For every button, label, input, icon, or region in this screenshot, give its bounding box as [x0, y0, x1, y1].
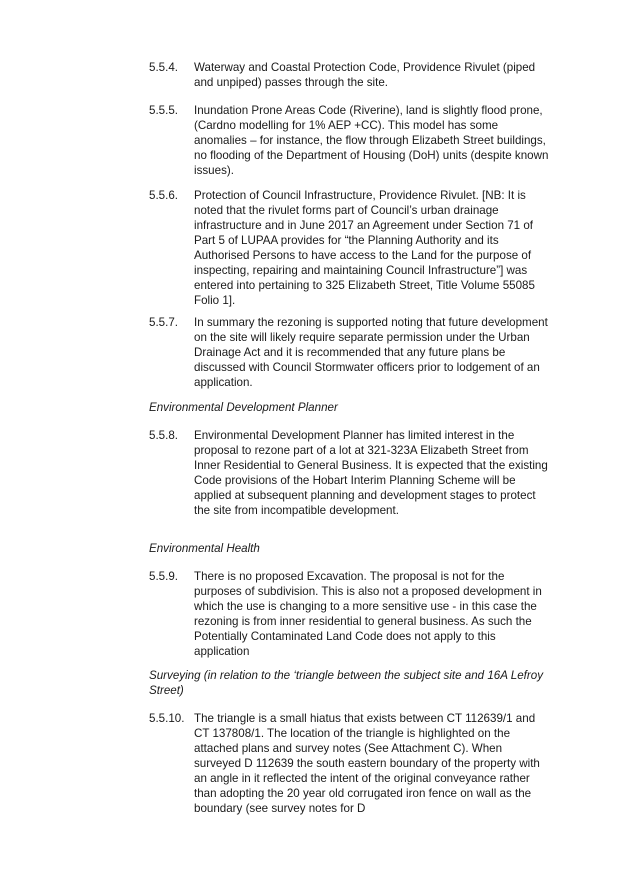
- paragraph-text: Inundation Prone Areas Code (Riverine), land is slightly flood prone, (Cardno modelling for 1% AEP +CC). This model has some anomalies – for instance, the flow through Elizabeth Street buildings, no flooding of the Department of Housing (DoH) units (despite known issues).: [194, 104, 549, 177]
- paragraph-number: 5.5.10.: [149, 712, 185, 725]
- paragraph-text: The triangle is a small hiatus that exists between CT 112639/1 and CT 137808/1. The location of the triangle is highlighted on the attached plans and survey notes (See Attachment C). When surveyed D 112639 the south eastern boundary of the property with an angle in it reflected the intent of the original conveyance rather than adopting the 20 year old corrugated iron fence on wall as the boundary (see survey notes for D: [194, 712, 540, 815]
- paragraph-number: 5.5.6.: [149, 189, 179, 202]
- section-heading: Surveying (in relation to the ‘triangle between the subject site and 16A Lefroy Street): [149, 669, 543, 697]
- paragraph-5-5-8: [149, 428, 549, 518]
- paragraph-text: Protection of Council Infrastructure, Providence Rivulet. [NB: It is noted that the rivulet forms part of Council’s urban drainage infrastructure and in June 2017 an Agreement under Section 71 of Part 5 of LUPAA provides for “the Planning Authority and its Authorised Persons to have access to the Land for the purpose of inspecting, repairing and maintaining Council Infrastructure”] was entered into pertaining to 325 Elizabeth Street, Title Volume 55085 Folio 1].: [194, 189, 535, 307]
- paragraph-text: There is no proposed Excavation. The proposal is not for the purposes of subdivision. This is also not a proposed development in which the use is changing to a more sensitive use - in this case the rezoning is from inner residential to general business. As such the Potentially Contaminated Land Code does not apply to this application: [194, 570, 542, 658]
- paragraph-text: In summary the rezoning is supported noting that future development on the site will likely require separate permission under the Urban Drainage Act and it is recommended that any future plans be discussed with Council Stormwater officers prior to lodgement of an application.: [194, 316, 548, 389]
- paragraph-5-5-4: [149, 60, 549, 90]
- section-heading: Environmental Development Planner: [149, 401, 338, 414]
- paragraph-5-5-10: [149, 711, 549, 816]
- paragraph-number: 5.5.7.: [149, 316, 179, 329]
- paragraph-5-5-7: [149, 315, 549, 390]
- paragraph-number: 5.5.8.: [149, 429, 179, 442]
- paragraph-number: 5.5.4.: [149, 61, 179, 74]
- section-heading: Environmental Health: [149, 542, 260, 555]
- paragraph-number: 5.5.9.: [149, 570, 179, 583]
- paragraph-5-5-6: [149, 188, 549, 308]
- paragraph-5-5-5: [149, 103, 549, 178]
- paragraph-number: 5.5.5.: [149, 104, 179, 117]
- paragraph-text: Waterway and Coastal Protection Code, Providence Rivulet (piped and unpiped) passes through the site.: [194, 61, 536, 89]
- paragraph-5-5-9: [149, 569, 549, 659]
- paragraph-text: Environmental Development Planner has limited interest in the proposal to rezone part of a lot at 321-323A Elizabeth Street from Inner Residential to General Business. It is expected that the existing Code provisions of the Hobart Interim Planning Scheme will be applied at subsequent planning and development stages to protect the site from incompatible development.: [194, 429, 548, 517]
